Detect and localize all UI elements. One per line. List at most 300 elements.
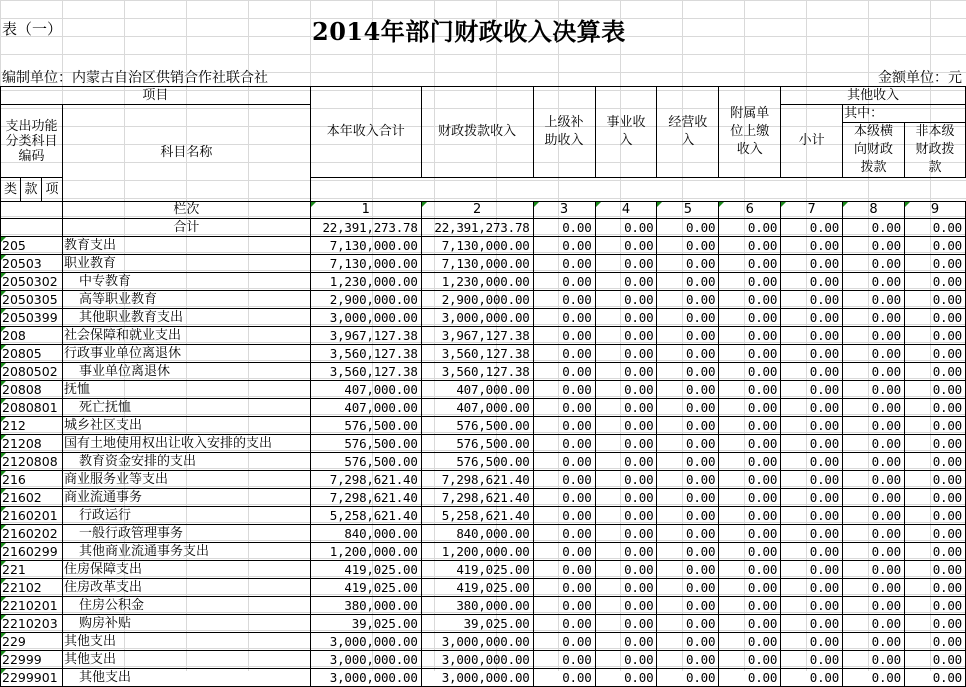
row-col-1: 3,000,000.00 — [310, 633, 421, 651]
row-col-2: 5,258,621.40 — [421, 507, 533, 525]
table-row — [1, 417, 966, 435]
row-col-8: 0.00 — [843, 435, 905, 453]
row-col-9: 0.00 — [904, 327, 965, 345]
row-col-3: 0.00 — [533, 597, 595, 615]
row-col-8: 0.00 — [843, 471, 905, 489]
row-col-5: 0.00 — [657, 453, 719, 471]
row-col-5: 0.00 — [657, 669, 719, 687]
row-col-6: 0.00 — [719, 543, 781, 561]
row-col-7: 0.00 — [781, 309, 843, 327]
row-col-1: 39,025.00 — [310, 615, 421, 633]
row-col-6: 0.00 — [719, 381, 781, 399]
row-col-8: 0.00 — [843, 579, 905, 597]
total-col-6: 0.00 — [719, 219, 781, 237]
total-row — [1, 219, 966, 237]
total-col-2: 22,391,273.78 — [421, 219, 533, 237]
row-code: 2120808 — [1, 453, 63, 471]
row-col-6: 0.00 — [719, 615, 781, 633]
table-row — [1, 669, 966, 687]
row-col-4: 0.00 — [595, 525, 657, 543]
table-number-label: 表（一） — [2, 20, 63, 38]
row-col-6: 0.00 — [719, 237, 781, 255]
header-code-group — [1, 105, 63, 178]
row-col-4: 0.00 — [595, 291, 657, 309]
row-code: 2050302 — [1, 273, 63, 291]
table-row — [1, 309, 966, 327]
header-of-which: 其中： — [843, 105, 966, 123]
row-col-5: 0.00 — [657, 273, 719, 291]
row-col-7: 0.00 — [781, 489, 843, 507]
row-code: 22102 — [1, 579, 63, 597]
row-col-5: 0.00 — [657, 435, 719, 453]
row-code: 2210203 — [1, 615, 63, 633]
row-col-3: 0.00 — [533, 309, 595, 327]
table-row — [1, 489, 966, 507]
row-col-6: 0.00 — [719, 579, 781, 597]
total-col-9: 0.00 — [904, 219, 965, 237]
row-col-5: 0.00 — [657, 543, 719, 561]
row-col-2: 407,000.00 — [421, 381, 533, 399]
row-col-2: 7,298,621.40 — [421, 489, 533, 507]
row-col-1: 3,560,127.38 — [310, 363, 421, 381]
row-col-5: 0.00 — [657, 597, 719, 615]
row-col-4: 0.00 — [595, 597, 657, 615]
row-code: 221 — [1, 561, 63, 579]
row-col-1: 407,000.00 — [310, 381, 421, 399]
row-item-name: 教育支出 — [62, 237, 310, 255]
row-col-5: 0.00 — [657, 255, 719, 273]
row-col-3: 0.00 — [533, 651, 595, 669]
row-col-8: 0.00 — [843, 255, 905, 273]
row-code: 2299901 — [1, 669, 63, 687]
row-code: 2160299 — [1, 543, 63, 561]
row-col-2: 3,000,000.00 — [421, 633, 533, 651]
row-col-9: 0.00 — [904, 309, 965, 327]
row-code: 20805 — [1, 345, 63, 363]
row-col-4: 0.00 — [595, 489, 657, 507]
row-col-8: 0.00 — [843, 615, 905, 633]
row-col-3: 0.00 — [533, 471, 595, 489]
row-col-7: 0.00 — [781, 327, 843, 345]
row-col-5: 0.00 — [657, 381, 719, 399]
row-col-9: 0.00 — [904, 363, 965, 381]
table-row — [1, 633, 966, 651]
row-item-name: 其他支出 — [62, 669, 310, 687]
row-col-4: 0.00 — [595, 633, 657, 651]
table-row — [1, 597, 966, 615]
row-col-5: 0.00 — [657, 651, 719, 669]
row-item-name: 其他支出 — [62, 633, 310, 651]
row-col-9: 0.00 — [904, 525, 965, 543]
total-col-4: 0.00 — [595, 219, 657, 237]
row-col-3: 0.00 — [533, 489, 595, 507]
row-col-4: 0.00 — [595, 507, 657, 525]
row-col-4: 0.00 — [595, 453, 657, 471]
row-col-9: 0.00 — [904, 597, 965, 615]
row-col-9: 0.00 — [904, 471, 965, 489]
row-col-8: 0.00 — [843, 561, 905, 579]
row-col-9: 0.00 — [904, 651, 965, 669]
row-col-4: 0.00 — [595, 669, 657, 687]
row-col-2: 840,000.00 — [421, 525, 533, 543]
row-item-name: 国有土地使用权出让收入安排的支出 — [62, 435, 310, 453]
row-col-6: 0.00 — [719, 669, 781, 687]
table-row — [1, 435, 966, 453]
row-col-6: 0.00 — [719, 345, 781, 363]
row-col-2: 3,000,000.00 — [421, 651, 533, 669]
row-code: 212 — [1, 417, 63, 435]
col-number-6: 6 — [719, 202, 781, 219]
row-col-5: 0.00 — [657, 399, 719, 417]
row-col-2: 3,000,000.00 — [421, 669, 533, 687]
header-project: 项目 — [1, 87, 311, 105]
row-col-7: 0.00 — [781, 399, 843, 417]
row-col-4: 0.00 — [595, 273, 657, 291]
row-col-7: 0.00 — [781, 471, 843, 489]
row-col-3: 0.00 — [533, 579, 595, 597]
row-col-3: 0.00 — [533, 525, 595, 543]
col-number-8: 8 — [843, 202, 905, 219]
row-col-7: 0.00 — [781, 345, 843, 363]
row-col-3: 0.00 — [533, 615, 595, 633]
total-code-cell — [1, 219, 63, 237]
row-col-8: 0.00 — [843, 633, 905, 651]
row-col-8: 0.00 — [843, 345, 905, 363]
row-col-9: 0.00 — [904, 345, 965, 363]
data-rows — [1, 237, 966, 687]
col-number-2: 2 — [421, 202, 533, 219]
row-col-7: 0.00 — [781, 237, 843, 255]
row-col-4: 0.00 — [595, 543, 657, 561]
row-col-7: 0.00 — [781, 363, 843, 381]
total-col-7: 0.00 — [781, 219, 843, 237]
row-col-9: 0.00 — [904, 579, 965, 597]
row-col-3: 0.00 — [533, 363, 595, 381]
row-col-9: 0.00 — [904, 453, 965, 471]
row-col-8: 0.00 — [843, 309, 905, 327]
row-code: 2210201 — [1, 597, 63, 615]
row-col-1: 5,258,621.40 — [310, 507, 421, 525]
row-col-9: 0.00 — [904, 381, 965, 399]
lanci-code-cell — [1, 202, 63, 219]
row-col-2: 7,298,621.40 — [421, 471, 533, 489]
row-col-3: 0.00 — [533, 255, 595, 273]
row-col-7: 0.00 — [781, 417, 843, 435]
row-col-8: 0.00 — [843, 651, 905, 669]
row-col-8: 0.00 — [843, 507, 905, 525]
row-col-2: 407,000.00 — [421, 399, 533, 417]
row-col-9: 0.00 — [904, 399, 965, 417]
total-col-5: 0.00 — [657, 219, 719, 237]
row-col-8: 0.00 — [843, 417, 905, 435]
currency-unit-label: 金额单位：元 — [878, 70, 962, 86]
header-affiliated-income-text: 附属单位上缴收入 — [730, 106, 770, 157]
revenue-table — [0, 86, 966, 687]
table-row — [1, 363, 966, 381]
row-col-8: 0.00 — [843, 237, 905, 255]
row-col-7: 0.00 — [781, 543, 843, 561]
row-col-2: 39,025.00 — [421, 615, 533, 633]
col-number-5: 5 — [657, 202, 719, 219]
row-col-5: 0.00 — [657, 291, 719, 309]
row-col-9: 0.00 — [904, 237, 965, 255]
row-col-6: 0.00 — [719, 327, 781, 345]
row-col-7: 0.00 — [781, 381, 843, 399]
row-col-8: 0.00 — [843, 597, 905, 615]
row-col-8: 0.00 — [843, 291, 905, 309]
row-col-9: 0.00 — [904, 507, 965, 525]
row-col-3: 0.00 — [533, 327, 595, 345]
row-col-5: 0.00 — [657, 309, 719, 327]
lanci-label: 栏次 — [62, 202, 310, 219]
row-col-6: 0.00 — [719, 597, 781, 615]
row-col-2: 380,000.00 — [421, 597, 533, 615]
row-col-4: 0.00 — [595, 363, 657, 381]
row-col-2: 3,560,127.38 — [421, 345, 533, 363]
row-col-4: 0.00 — [595, 417, 657, 435]
row-item-name: 购房补贴 — [62, 615, 310, 633]
row-col-7: 0.00 — [781, 525, 843, 543]
page-title: 2014年部门财政收入决算表 — [312, 17, 626, 46]
row-col-3: 0.00 — [533, 273, 595, 291]
row-col-5: 0.00 — [657, 615, 719, 633]
row-code: 21602 — [1, 489, 63, 507]
row-col-8: 0.00 — [843, 273, 905, 291]
row-col-6: 0.00 — [719, 255, 781, 273]
row-col-1: 7,130,000.00 — [310, 255, 421, 273]
col-number-3: 3 — [533, 202, 595, 219]
header-lei: 类 — [1, 178, 21, 202]
row-col-3: 0.00 — [533, 669, 595, 687]
row-col-9: 0.00 — [904, 489, 965, 507]
row-col-8: 0.00 — [843, 525, 905, 543]
row-col-7: 0.00 — [781, 435, 843, 453]
table-row — [1, 237, 966, 255]
header-same-level-appropriation — [843, 123, 905, 178]
header-operating-income-text: 经营收入 — [668, 115, 708, 148]
table-row — [1, 273, 966, 291]
table-row — [1, 561, 966, 579]
row-col-6: 0.00 — [719, 633, 781, 651]
row-col-7: 0.00 — [781, 651, 843, 669]
header-non-same-level-appropriation-text: 非本级财政拨款 — [915, 124, 955, 175]
row-col-2: 576,500.00 — [421, 417, 533, 435]
row-col-3: 0.00 — [533, 561, 595, 579]
row-col-7: 0.00 — [781, 561, 843, 579]
row-col-1: 7,298,621.40 — [310, 489, 421, 507]
row-item-name: 行政事业单位离退休 — [62, 345, 310, 363]
row-col-6: 0.00 — [719, 651, 781, 669]
header-same-level-appropriation-text: 本级横向财政拨款 — [854, 124, 894, 175]
total-col-3: 0.00 — [533, 219, 595, 237]
row-item-name: 教育资金安排的支出 — [62, 453, 310, 471]
row-col-7: 0.00 — [781, 291, 843, 309]
row-col-1: 1,200,000.00 — [310, 543, 421, 561]
header-business-income-text: 事业收入 — [606, 115, 646, 148]
row-col-5: 0.00 — [657, 633, 719, 651]
row-col-4: 0.00 — [595, 615, 657, 633]
header-business-income — [595, 87, 657, 178]
row-item-name: 一般行政管理事务 — [62, 525, 310, 543]
row-col-7: 0.00 — [781, 633, 843, 651]
row-col-1: 7,298,621.40 — [310, 471, 421, 489]
row-col-8: 0.00 — [843, 327, 905, 345]
row-col-1: 576,500.00 — [310, 417, 421, 435]
table-row — [1, 507, 966, 525]
row-col-9: 0.00 — [904, 633, 965, 651]
row-col-3: 0.00 — [533, 435, 595, 453]
row-col-9: 0.00 — [904, 255, 965, 273]
row-col-4: 0.00 — [595, 579, 657, 597]
row-col-4: 0.00 — [595, 399, 657, 417]
reporting-unit-label: 编制单位：内蒙古自治区供销合作社联合社 — [2, 70, 268, 86]
row-col-4: 0.00 — [595, 345, 657, 363]
row-col-8: 0.00 — [843, 399, 905, 417]
row-col-8: 0.00 — [843, 669, 905, 687]
row-col-7: 0.00 — [781, 615, 843, 633]
col-number-4: 4 — [595, 202, 657, 219]
row-col-6: 0.00 — [719, 453, 781, 471]
row-col-4: 0.00 — [595, 309, 657, 327]
table-row — [1, 471, 966, 489]
total-label: 合计 — [62, 219, 310, 237]
row-item-name: 事业单位离退休 — [62, 363, 310, 381]
header-other-income: 其他收入 — [781, 87, 966, 105]
row-col-5: 0.00 — [657, 237, 719, 255]
row-item-name: 抚恤 — [62, 381, 310, 399]
table-row — [1, 525, 966, 543]
row-col-1: 576,500.00 — [310, 453, 421, 471]
row-col-5: 0.00 — [657, 417, 719, 435]
row-col-3: 0.00 — [533, 381, 595, 399]
row-item-name: 其他商业流通事务支出 — [62, 543, 310, 561]
row-col-3: 0.00 — [533, 507, 595, 525]
row-col-7: 0.00 — [781, 597, 843, 615]
row-col-1: 407,000.00 — [310, 399, 421, 417]
header-superior-subsidy — [533, 87, 595, 178]
header-item-name: 科目名称 — [62, 105, 310, 202]
row-col-3: 0.00 — [533, 633, 595, 651]
row-code: 20503 — [1, 255, 63, 273]
row-col-4: 0.00 — [595, 381, 657, 399]
row-code: 2080801 — [1, 399, 63, 417]
row-col-1: 3,000,000.00 — [310, 669, 421, 687]
row-col-8: 0.00 — [843, 363, 905, 381]
row-item-name: 高等职业教育 — [62, 291, 310, 309]
table-row — [1, 255, 966, 273]
row-item-name: 行政运行 — [62, 507, 310, 525]
row-col-1: 840,000.00 — [310, 525, 421, 543]
row-code: 20808 — [1, 381, 63, 399]
row-code: 216 — [1, 471, 63, 489]
row-col-1: 576,500.00 — [310, 435, 421, 453]
row-code: 2160201 — [1, 507, 63, 525]
row-col-3: 0.00 — [533, 543, 595, 561]
unit-row — [0, 66, 966, 86]
header-subtotal: 小计 — [781, 105, 843, 178]
table-row — [1, 345, 966, 363]
header-non-same-level-appropriation — [904, 123, 965, 178]
row-col-6: 0.00 — [719, 417, 781, 435]
row-col-6: 0.00 — [719, 399, 781, 417]
row-col-5: 0.00 — [657, 327, 719, 345]
header-affiliated-income — [719, 87, 781, 178]
row-col-1: 7,130,000.00 — [310, 237, 421, 255]
row-col-6: 0.00 — [719, 507, 781, 525]
row-col-7: 0.00 — [781, 669, 843, 687]
row-code: 22999 — [1, 651, 63, 669]
row-col-5: 0.00 — [657, 471, 719, 489]
row-col-2: 2,900,000.00 — [421, 291, 533, 309]
row-col-4: 0.00 — [595, 327, 657, 345]
table-row — [1, 453, 966, 471]
col-number-7: 7 — [781, 202, 843, 219]
row-item-name: 住房保障支出 — [62, 561, 310, 579]
row-item-name: 城乡社区支出 — [62, 417, 310, 435]
row-col-9: 0.00 — [904, 561, 965, 579]
row-item-name: 商业服务业等支出 — [62, 471, 310, 489]
row-col-4: 0.00 — [595, 471, 657, 489]
row-col-5: 0.00 — [657, 507, 719, 525]
row-col-1: 419,025.00 — [310, 579, 421, 597]
row-col-3: 0.00 — [533, 399, 595, 417]
row-col-6: 0.00 — [719, 471, 781, 489]
row-col-6: 0.00 — [719, 363, 781, 381]
col-number-9: 9 — [904, 202, 965, 219]
row-col-5: 0.00 — [657, 363, 719, 381]
row-code: 2050399 — [1, 309, 63, 327]
row-col-9: 0.00 — [904, 273, 965, 291]
row-col-9: 0.00 — [904, 435, 965, 453]
row-code: 205 — [1, 237, 63, 255]
row-col-3: 0.00 — [533, 417, 595, 435]
row-col-4: 0.00 — [595, 651, 657, 669]
row-item-name: 其他支出 — [62, 651, 310, 669]
table-row — [1, 543, 966, 561]
row-item-name: 社会保障和就业支出 — [62, 327, 310, 345]
header-operating-income — [657, 87, 719, 178]
total-col-1: 22,391,273.78 — [310, 219, 421, 237]
row-col-5: 0.00 — [657, 525, 719, 543]
row-col-4: 0.00 — [595, 435, 657, 453]
row-col-6: 0.00 — [719, 309, 781, 327]
table-row — [1, 399, 966, 417]
table-row — [1, 579, 966, 597]
col-number-1: 1 — [310, 202, 421, 219]
table-row — [1, 381, 966, 399]
row-col-8: 0.00 — [843, 543, 905, 561]
row-item-name: 其他职业教育支出 — [62, 309, 310, 327]
row-item-name: 中专教育 — [62, 273, 310, 291]
row-code: 2080502 — [1, 363, 63, 381]
row-col-3: 0.00 — [533, 453, 595, 471]
row-col-7: 0.00 — [781, 255, 843, 273]
row-col-7: 0.00 — [781, 507, 843, 525]
table-row — [1, 615, 966, 633]
table-row — [1, 291, 966, 309]
row-col-2: 7,130,000.00 — [421, 237, 533, 255]
row-col-6: 0.00 — [719, 435, 781, 453]
row-code: 2160202 — [1, 525, 63, 543]
header-xiang: 项 — [41, 178, 62, 202]
row-col-9: 0.00 — [904, 417, 965, 435]
row-col-2: 419,025.00 — [421, 579, 533, 597]
row-col-6: 0.00 — [719, 489, 781, 507]
row-col-5: 0.00 — [657, 579, 719, 597]
header-total-income: 本年收入合计 — [310, 87, 421, 178]
row-col-1: 3,967,127.38 — [310, 327, 421, 345]
row-col-6: 0.00 — [719, 561, 781, 579]
